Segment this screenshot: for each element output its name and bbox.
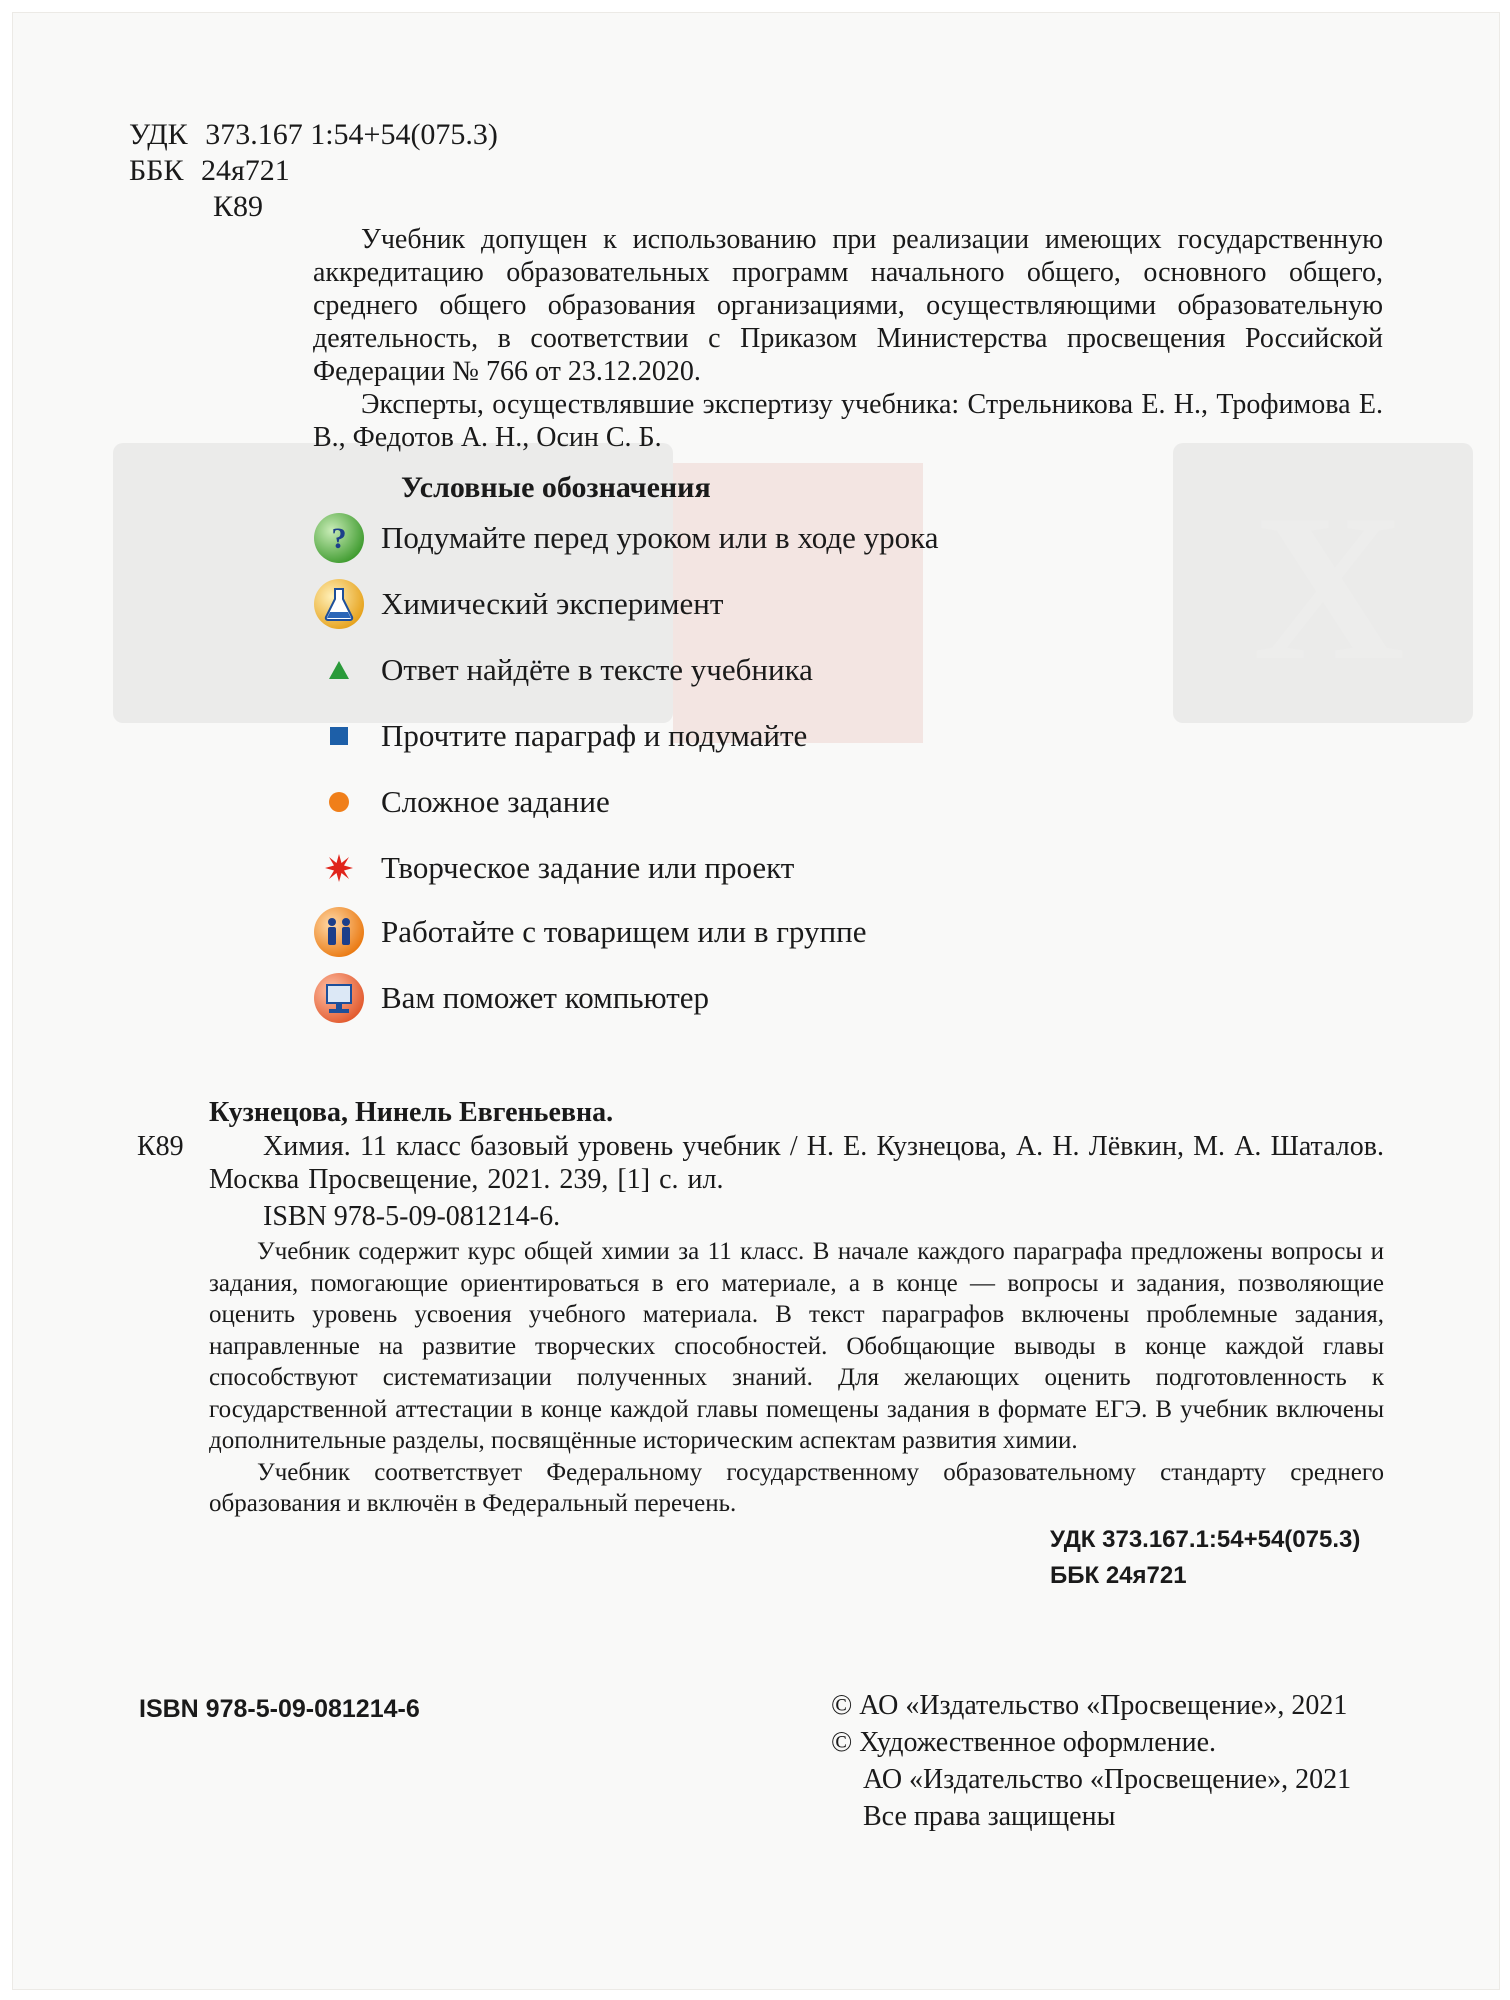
flask-bubble-icon xyxy=(311,579,367,629)
standard-paragraph: Учебник соответствует Федеральному государственному образовательному стандарту среднего образования и включён в Федеральный перечень. xyxy=(209,1458,1384,1517)
red-star-icon xyxy=(311,843,367,893)
copyright-design: © Художественное оформление. xyxy=(831,1727,1217,1758)
bbk-value: 24я721 xyxy=(200,154,290,187)
footer-isbn: ISBN 978-5-09-081214-6 xyxy=(139,1695,420,1723)
legend-item xyxy=(311,645,813,695)
legend-item xyxy=(311,907,866,957)
legend-item xyxy=(311,513,939,563)
annotation-block xyxy=(209,1236,1384,1520)
blue-square-icon xyxy=(311,711,367,761)
legend xyxy=(311,471,1211,1051)
legend-item xyxy=(311,579,723,629)
legend-item xyxy=(311,711,807,761)
svg-text:?: ? xyxy=(331,522,347,555)
catalog-author-heading: Кузнецова, Нинель Евгеньевна. xyxy=(209,1097,614,1128)
copyright-publisher: © АО «Издательство «Просвещение», 2021 xyxy=(831,1690,1348,1721)
legend-label: Химический эксперимент xyxy=(381,586,724,621)
legend-item xyxy=(311,843,794,893)
rights-reserved: Все права защищены xyxy=(863,1801,1116,1832)
copyright-design-owner: АО «Издательство «Просвещение», 2021 xyxy=(863,1764,1352,1795)
catalog-description: Химия. 11 класс базовый уровень учебник / Н. Е. Кузнецова, А. Н. Лёвкин, М. А. Шаталов. Москва Просвещение, 2021. 239, [1] с. ил. xyxy=(209,1131,1384,1195)
catalog-mark: К89 xyxy=(137,1131,184,1162)
legend-label: Вам поможет компьютер xyxy=(381,980,710,1015)
legend-label: Сложное задание xyxy=(381,784,610,819)
legend-item xyxy=(311,973,709,1023)
people-bubble-icon xyxy=(311,907,367,957)
approval-block xyxy=(313,223,1383,454)
annotation-paragraph: Учебник содержит курс общей химии за 11 класс. В начале каждого параграфа предложены вопросы и задания, помогающие ориентироваться в его материале, а в конце — вопросы и задания, позволяющие оценить уровень усвоения учебного материала. В текст параграфов включены проблемные задания, направленные на развитие творческих способностей. Обобщающие выводы в конце каждой главы способствуют систематизации полученных знаний. Для желающих оценить подготовленность к государственной аттестации в конце каждой главы помещены задания в формате ЕГЭ. В учебник включены дополнительные разделы, посвящённые историческим аспектам развития химии. xyxy=(209,1238,1384,1454)
approval-paragraph: Учебник допущен к использованию при реализации имеющих государственную аккредитацию образовательных программ начального общего, основного общего, среднего общего образования организациями, осуществляющими образовательную деятельность, в соответствии с Приказом Министерства просвещения Российской Федерации № 766 от 23.12.2020. xyxy=(313,224,1383,387)
udk-value: 373.167 1:54+54(075.3) xyxy=(205,118,498,151)
question-bubble-icon xyxy=(311,513,367,563)
legend-item xyxy=(311,777,610,827)
showthrough-shape: X xyxy=(1253,472,1405,704)
bbk-bold: ББК 24я721 xyxy=(1050,1562,1187,1589)
author-mark: К89 xyxy=(213,190,264,223)
orange-circle-icon xyxy=(311,777,367,827)
legend-title: Условные обозначения xyxy=(401,471,711,504)
experts-paragraph: Эксперты, осуществлявшие экспертизу учебника: Стрельникова Е. Н., Трофимова Е. В., Федотов А. Н., Осин С. Б. xyxy=(313,389,1383,453)
legend-label: Подумайте перед уроком или в ходе урока xyxy=(381,520,939,555)
legend-label: Ответ найдёте в тексте учебника xyxy=(381,652,813,687)
computer-bubble-icon xyxy=(311,973,367,1023)
book-page xyxy=(12,12,1500,1990)
green-triangle-icon xyxy=(311,645,367,695)
legend-label: Прочтите параграф и подумайте xyxy=(381,718,808,753)
udk-label: УДК xyxy=(129,118,188,151)
showthrough-shape xyxy=(1173,443,1473,723)
legend-label: Работайте с товарищем или в группе xyxy=(381,914,867,949)
catalog-isbn: ISBN 978-5-09-081214-6. xyxy=(263,1201,561,1232)
bbk-line xyxy=(129,153,290,189)
udk-line xyxy=(129,117,498,153)
legend-label: Творческое задание или проект xyxy=(381,850,795,885)
udk-bold: УДК 373.167.1:54+54(075.3) xyxy=(1050,1526,1361,1553)
bbk-label: ББК xyxy=(129,154,184,187)
